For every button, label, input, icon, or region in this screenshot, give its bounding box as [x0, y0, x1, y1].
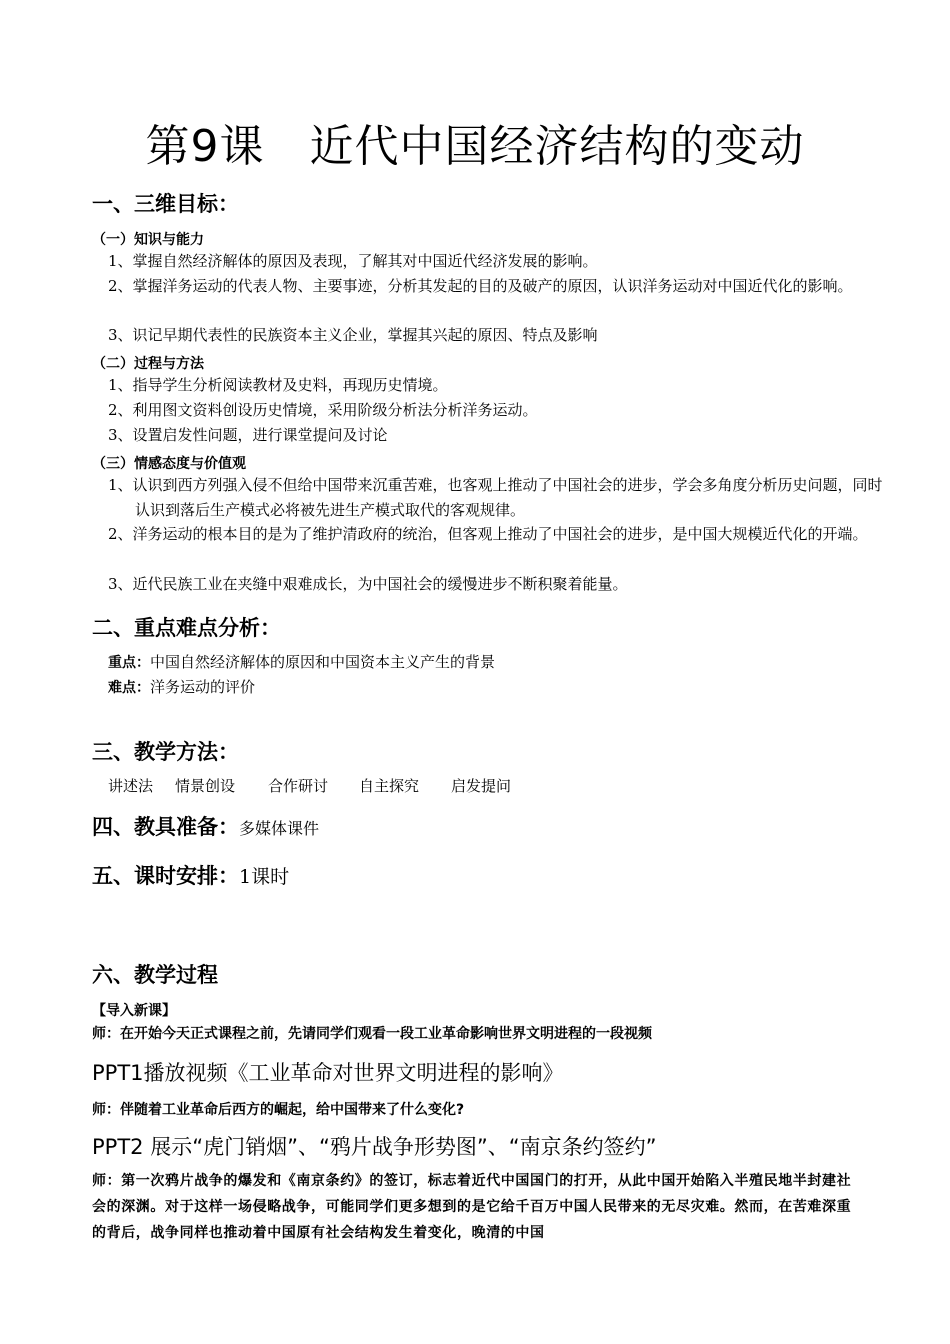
section-methods-heading: 三、教学方法：	[92, 740, 239, 764]
section-schedule-heading: 五、课时安排：	[92, 864, 239, 888]
method-item: 合作研讨	[268, 777, 329, 795]
teacher-paragraph: 师：第一次鸦片战争的爆发和《南京条约》的签订，标志着近代中国国门的打开，从此中国开始陷入半殖民地半封建社会的深渊。对于这样一场侵略战争，可能同学们更多想到的是它给千百万中国人民带来的无尽灾难。然而，在苦难深重的背后，战争同样也推动着中国原有社会结构发生着变化，晚清的中国	[92, 1173, 852, 1241]
knowledge-item-3: 3、识记早期代表性的民族资本主义企业，掌握其兴起的原因、特点及影响	[108, 326, 598, 344]
difficulty-text: 洋务运动的评价	[150, 678, 256, 696]
key-point-label: 重点：	[108, 655, 150, 671]
section-materials-heading: 四、教具准备：	[92, 815, 239, 839]
method-item: 讲述法	[108, 777, 154, 795]
difficulty-line	[108, 676, 255, 697]
process-item-3: 3、设置启发性问题，进行课堂提问及讨论	[108, 426, 388, 444]
subsection-knowledge-label: （一）知识与能力	[92, 232, 204, 248]
schedule-value: 1课时	[239, 866, 290, 888]
key-point-line	[108, 651, 495, 672]
section-schedule	[92, 860, 289, 890]
section-key-points-heading: 二、重点难点分析：	[92, 616, 281, 640]
key-point-text: 中国自然经济解体的原因和中国资本主义产生的背景	[150, 653, 496, 671]
teacher-line-2: 师：伴随着工业革命后西方的崛起，给中国带来了什么变化?	[92, 1102, 465, 1118]
process-item-1: 1、指导学生分析阅读教材及史料，再现历史情境。	[108, 376, 448, 394]
ppt2-line: PPT2 展示“虎门销烟”、“鸦片战争形势图”、“南京条约签约”	[92, 1135, 657, 1159]
attitude-item-3: 3、近代民族工业在夹缝中艰难成长，为中国社会的缓慢进步不断积聚着能量。	[108, 575, 628, 593]
ppt1-line: PPT1播放视频《工业革命对世界文明进程的影响》	[92, 1061, 564, 1085]
section-objectives-heading: 一、三维目标：	[92, 192, 239, 216]
method-item: 情景创设	[175, 777, 236, 795]
knowledge-item-2: 2、掌握洋务运动的代表人物、主要事迹，分析其发起的目的及破产的原因，认识洋务运动对中国近代化的影响。	[108, 277, 853, 295]
section-process-heading: 六、教学过程	[92, 963, 218, 987]
teacher-line-1: 师：在开始今天正式课程之前，先请同学们观看一段工业革命影响世界文明进程的一段视频	[92, 1026, 652, 1042]
attitude-item-2: 2、洋务运动的根本目的是为了维护清政府的统治，但客观上推动了中国社会的进步，是中国大规模近代化的开端。	[108, 525, 868, 543]
intro-label: 【导入新课】	[92, 1003, 176, 1019]
subsection-attitude-label: （三）情感态度与价值观	[92, 456, 246, 472]
materials-value: 多媒体课件	[239, 819, 320, 838]
method-item: 启发提问	[451, 777, 512, 795]
method-item: 自主探究	[359, 777, 420, 795]
attitude-item-1: 1、认识到西方列强入侵不但给中国带来沉重苦难，也客观上推动了中国社会的进步，学会多角度分析历史问题，同时认识到落后生产模式必将被先进生产模式取代的客观规律。	[108, 476, 883, 519]
knowledge-item-1: 1、掌握自然经济解体的原因及表现，了解其对中国近代经济发展的影响。	[108, 252, 598, 270]
section-materials	[92, 811, 319, 841]
subsection-process-label: （二）过程与方法	[92, 356, 204, 372]
lesson-title: 第9课 近代中国经济结构的变动	[145, 121, 805, 172]
process-item-2: 2、利用图文资料创设历史情境，采用阶级分析法分析洋务运动。	[108, 401, 538, 419]
difficulty-label: 难点：	[108, 680, 150, 696]
